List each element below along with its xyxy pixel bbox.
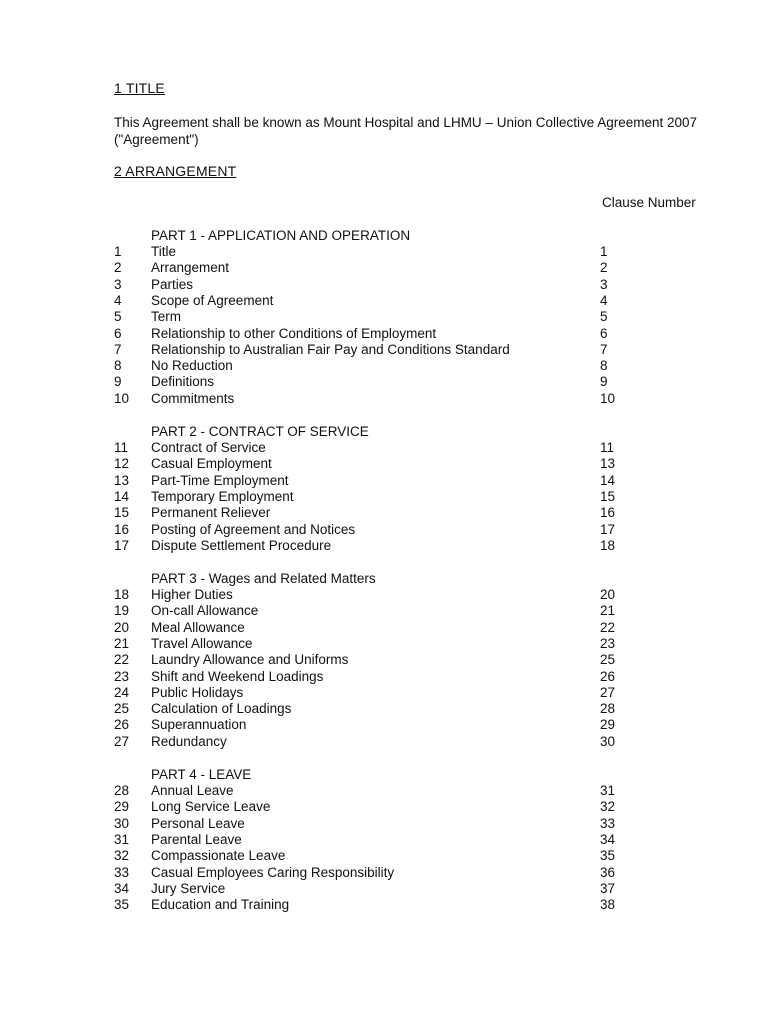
toc-item-title: Public Holidays	[151, 684, 244, 700]
toc-item-number: 29	[114, 799, 130, 815]
toc-item-clause-number: 36	[600, 864, 616, 880]
toc-item-number: 19	[114, 603, 130, 619]
toc-item-number: 18	[114, 587, 130, 602]
toc-item-title: Arrangement	[151, 260, 230, 276]
toc-item-clause-number: 1	[600, 244, 608, 259]
toc-row	[0, 848, 770, 864]
section-arrangement-heading: 2 ARRANGEMENT	[114, 163, 237, 179]
toc-item-clause-number: 26	[600, 668, 616, 684]
toc-item-number: 22	[114, 652, 130, 668]
toc-item-clause-number: 34	[600, 831, 616, 847]
toc-item-title: Compassionate Leave	[151, 848, 286, 864]
toc-row	[0, 603, 770, 619]
toc-row	[0, 783, 770, 799]
toc-item-clause-number: 21	[600, 603, 616, 619]
toc-item-clause-number: 11	[600, 440, 615, 455]
toc-item-title: Relationship to Australian Fair Pay and Conditions Standard	[151, 341, 510, 357]
toc-row	[0, 832, 770, 848]
toc-item-title: Relationship to other Conditions of Employment	[151, 325, 437, 341]
toc-item-number: 11	[114, 440, 129, 455]
toc-row	[0, 799, 770, 815]
toc-item-title: Contract of Service	[151, 440, 266, 455]
toc-item-clause-number: 37	[600, 880, 616, 896]
part-title: PART 1 - APPLICATION AND OPERATION	[151, 228, 411, 243]
toc-item-title: Shift and Weekend Loadings	[151, 668, 324, 684]
toc-item-title: Parental Leave	[151, 831, 242, 847]
toc-item-number: 3	[114, 276, 122, 292]
toc-row	[0, 685, 770, 701]
toc-item-title: Meal Allowance	[151, 619, 245, 635]
toc-item-clause-number: 14	[600, 472, 616, 488]
toc-item-number: 5	[114, 309, 122, 325]
toc-item-number: 26	[114, 717, 130, 733]
toc-item-title: Posting of Agreement and Notices	[151, 521, 356, 537]
toc-row	[0, 440, 770, 456]
toc-item-title: Title	[151, 244, 177, 259]
toc-item-number: 13	[114, 472, 130, 488]
toc-item-clause-number: 2	[600, 260, 608, 276]
toc-row	[0, 522, 770, 538]
toc-item-title: Casual Employment	[151, 456, 272, 472]
toc-item-clause-number: 31	[600, 783, 616, 798]
toc-row	[0, 816, 770, 832]
toc-row	[0, 391, 770, 407]
toc-item-number: 33	[114, 864, 130, 880]
toc-item-clause-number: 38	[600, 897, 616, 913]
toc-row	[0, 652, 770, 668]
toc-item-number: 14	[114, 488, 130, 504]
toc-item-number: 1	[114, 244, 122, 259]
toc-item-clause-number: 5	[600, 309, 608, 325]
part-title: PART 4 - LEAVE	[151, 767, 252, 782]
toc-item-number: 21	[114, 635, 130, 651]
toc-row	[0, 881, 770, 897]
toc-item-title: Annual Leave	[151, 783, 234, 798]
toc-item-number: 15	[114, 505, 130, 521]
toc-item-number: 31	[114, 831, 130, 847]
toc-item-title: Scope of Agreement	[151, 292, 274, 308]
toc-item-number: 16	[114, 521, 130, 537]
toc-item-number: 7	[114, 341, 122, 357]
toc-item-title: On-call Allowance	[151, 603, 259, 619]
toc-row	[0, 620, 770, 636]
toc-row	[0, 865, 770, 881]
toc-item-number: 20	[114, 619, 130, 635]
toc-item-title: Commitments	[151, 390, 235, 406]
toc-item-title: Calculation of Loadings	[151, 701, 292, 717]
part-title: PART 3 - Wages and Related Matters	[151, 571, 376, 586]
toc-item-title: Definitions	[151, 374, 215, 390]
toc-item-clause-number: 6	[600, 325, 608, 341]
toc-row	[0, 260, 770, 276]
part-title: PART 2 - CONTRACT OF SERVICE	[151, 424, 369, 439]
toc-item-number: 6	[114, 325, 122, 341]
toc-item-number: 12	[114, 456, 130, 472]
toc-item-clause-number: 17	[600, 521, 616, 537]
toc-row	[0, 473, 770, 489]
toc-item-number: 4	[114, 292, 122, 308]
toc-row	[0, 669, 770, 685]
toc-item-title: Permanent Reliever	[151, 505, 271, 521]
toc-item-clause-number: 13	[600, 456, 616, 472]
toc-item-number: 9	[114, 374, 122, 390]
toc-item-number: 25	[114, 701, 130, 717]
toc-item-clause-number: 32	[600, 799, 616, 815]
toc-item-title: Long Service Leave	[151, 799, 271, 815]
toc-item-clause-number: 15	[600, 488, 616, 504]
toc-item-number: 30	[114, 815, 130, 831]
toc-item-number: 28	[114, 783, 130, 798]
toc-row	[0, 505, 770, 521]
toc-item-clause-number: 20	[600, 587, 616, 602]
toc-item-title: Laundry Allowance and Uniforms	[151, 652, 349, 668]
toc-item-clause-number: 10	[600, 390, 616, 406]
toc-item-clause-number: 23	[600, 635, 616, 651]
toc-item-title: Dispute Settlement Procedure	[151, 537, 332, 553]
section-title-heading: 1 TITLE	[114, 80, 165, 96]
toc-item-clause-number: 8	[600, 358, 608, 374]
toc-item-title: Casual Employees Caring Responsibility	[151, 864, 395, 880]
toc-row	[0, 538, 770, 554]
toc-item-clause-number: 22	[600, 619, 616, 635]
toc-item-number: 10	[114, 390, 130, 406]
toc-item-clause-number: 27	[600, 684, 616, 700]
toc-item-title: No Reduction	[151, 358, 233, 374]
toc-item-number: 35	[114, 897, 130, 913]
toc-item-title: Parties	[151, 276, 194, 292]
toc-row	[0, 734, 770, 750]
toc-item-number: 32	[114, 848, 130, 864]
toc-item-title: Superannuation	[151, 717, 247, 733]
toc-row	[0, 374, 770, 390]
toc-item-clause-number: 33	[600, 815, 616, 831]
toc-item-title: Education and Training	[151, 897, 290, 913]
toc-row	[0, 456, 770, 472]
toc-item-number: 8	[114, 358, 122, 374]
toc-row	[0, 244, 770, 260]
toc-item-number: 24	[114, 684, 130, 700]
toc-item-clause-number: 28	[600, 701, 616, 717]
toc-item-title: Temporary Employment	[151, 488, 294, 504]
toc-item-title: Higher Duties	[151, 587, 233, 602]
toc-row	[0, 326, 770, 342]
toc-item-title: Travel Allowance	[151, 635, 253, 651]
toc-item-clause-number: 35	[600, 848, 616, 864]
toc-row	[0, 587, 770, 603]
toc-item-clause-number: 9	[600, 374, 608, 390]
toc-row	[0, 293, 770, 309]
clause-number-column-header: Clause Number	[602, 195, 696, 210]
toc-row	[0, 342, 770, 358]
toc-item-number: 17	[114, 537, 130, 553]
toc-item-clause-number: 18	[600, 537, 616, 553]
toc-item-clause-number: 3	[600, 276, 608, 292]
toc-item-number: 2	[114, 260, 122, 276]
toc-item-clause-number: 25	[600, 652, 616, 668]
toc-item-title: Part-Time Employment	[151, 472, 289, 488]
toc-item-title: Redundancy	[151, 733, 227, 749]
toc-item-clause-number: 7	[600, 341, 608, 357]
toc-item-clause-number: 29	[600, 717, 616, 733]
toc-item-title: Term	[151, 309, 181, 325]
toc-item-clause-number: 16	[600, 505, 616, 521]
toc-row	[0, 358, 770, 374]
toc-row	[0, 701, 770, 717]
toc-row	[0, 636, 770, 652]
toc-item-title: Jury Service	[151, 880, 226, 896]
toc-item-clause-number: 30	[600, 733, 616, 749]
toc-row	[0, 277, 770, 293]
toc-item-clause-number: 4	[600, 292, 608, 308]
toc-row	[0, 489, 770, 505]
toc-row	[0, 309, 770, 325]
toc-item-number: 34	[114, 880, 130, 896]
agreement-name-paragraph: This Agreement shall be known as Mount Hospital and LHMU – Union Collective Agreement 2007 ("Agreement")	[114, 115, 698, 147]
toc-item-number: 27	[114, 733, 130, 749]
toc-row	[0, 897, 770, 913]
toc-row	[0, 717, 770, 733]
toc-item-number: 23	[114, 668, 130, 684]
toc-item-title: Personal Leave	[151, 815, 245, 831]
